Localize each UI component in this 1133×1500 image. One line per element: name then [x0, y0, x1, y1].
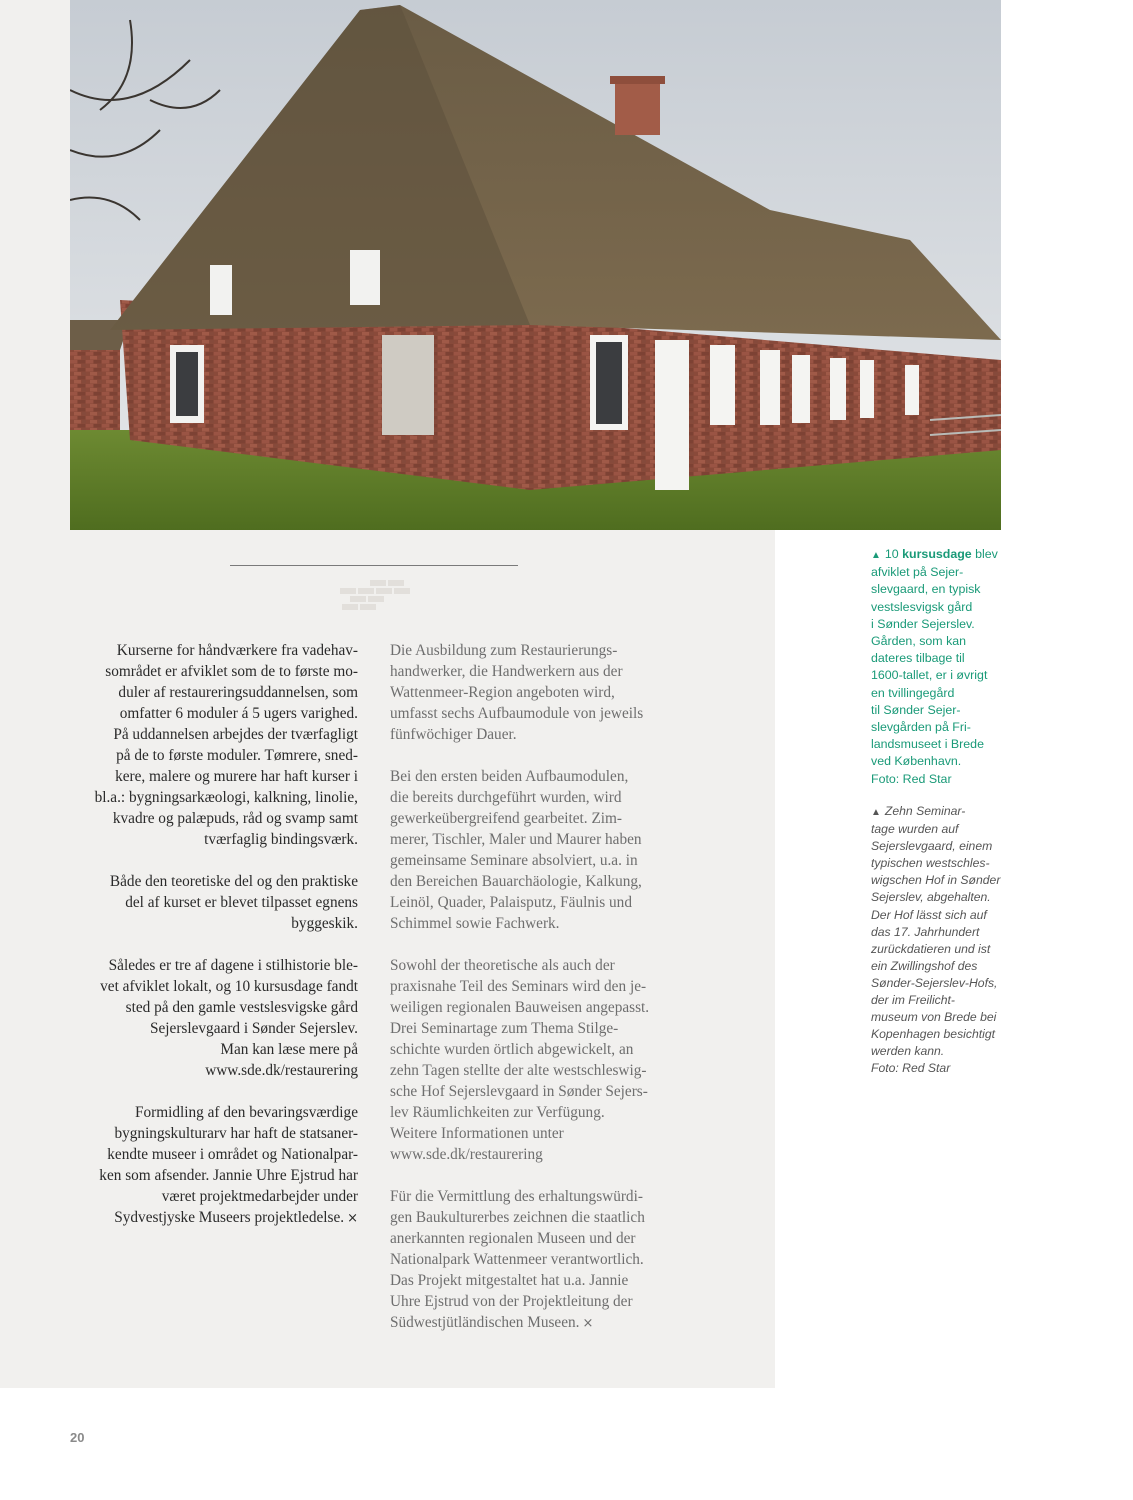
danish-paragraph-4	[66, 1102, 358, 1229]
caption-da-lead: 10	[884, 547, 903, 561]
brick-ornament-icon	[340, 580, 412, 616]
german-photo-caption	[871, 803, 1011, 1078]
german-paragraph-4-text: Für die Vermittlung des erhaltungswürdi- gen Baukulturerbes zeichnen die staatlich anerkannten regionalen Museen und der Nationalpark Wattenmeer verantwortlich. Das Projekt mitgestaltet hat u.a. Jannie Uhre Ejstrud von der Projektleitung der Südwestjütländischen Museen.	[390, 1188, 645, 1331]
farmhouse-photo	[70, 0, 1001, 530]
danish-paragraph-4-text: Formidling af den bevaringsværdige bygningskulturarv har haft de statsaner- kendte museer i området og Nationalpar- ken som afsender. Jannie Uhre Ejstrud har været projektmedarbejder under Sydvestjyske Museers projektledelse.	[99, 1104, 358, 1226]
danish-paragraph-2: Både den teoretiske del og den praktiske del af kurset er blevet tilpasset egnens byggeskik.	[109, 873, 358, 932]
end-mark-icon: ×	[347, 1211, 358, 1226]
triangle-up-icon: ▲	[871, 550, 881, 561]
danish-text-column	[66, 640, 358, 1250]
danish-paragraph-3: Således er tre af dagene i stilhistorie ble- vet afviklet lokalt, og 10 kursusdage fandt sted på den gamle vestslesvigske gård Sejerslevgaard i Sønder Sejerslev. Man kan læse mere på www.sde.dk/restaurering	[100, 957, 358, 1079]
danish-photo-caption	[871, 546, 1011, 788]
german-paragraph-3: Sowohl der theoretische als auch der praxisnahe Teil des Seminars wird den je- weiligen regionalen Bauweisen angepasst. Drei Seminartage zum Thema Stilge- schichte wurden örtlich abgewickelt, an zehn Tagen stellte der alte westschleswig- sche Hof Sejerslevgaard in Sønder Sejers- lev Räumlichkeiten zur Verfügung. Weitere Informationen unter www.sde.dk/restaurering	[390, 957, 650, 1163]
caption-da-bold: kursusdage	[902, 547, 972, 561]
section-divider-line	[230, 565, 518, 566]
german-text-column	[390, 640, 680, 1355]
danish-paragraph-1: Kurserne for håndværkere fra vadehav- sområdet er afviklet som de to første mo- duler af restaureringsuddannelsen, som omfatter 6 moduler á 5 ugers varighed. På uddannelsen arbejdes der tværfagligt på de to første moduler. Tømrere, sned- kere, malere og murere har haft kurser i bl.a.: bygningsarkæologi, kalkning, linolie, kvadre og palæpuds, råd og svamp samt tværfaglig bindingsværk.	[94, 642, 358, 848]
caption-de-text: Zehn Seminar- tage wurden auf Sejerslevgaard, einem typischen westschles- wigschen Hof in Sønder Sejerslev, abgehalten. Der Hof lässt sich auf das 17. Jahrhundert zurückdatieren und ist ein Zwillingshof des Sønder-Sejerslev-Hofs, der im Freilicht- museum von Brede bei Kopenhagen besichtigt werden kann. Foto: Red Star	[871, 804, 1001, 1076]
caption-da-rest: blev afviklet på Sejer- slevgaard, en typisk vestslesvigsk gård i Sønder Sejerslev. Gården, som kan dateres tilbage til 1600-tallet, er i øvrigt en tvillingegård til Sønder Sejer- slevgården på Fri- landsmuseet i Brede ved København. Foto: Red Star	[871, 547, 998, 786]
german-paragraph-2: Bei den ersten beiden Aufbaumodulen, die bereits durchgeführt wurden, wird gewerkeübergreifend gearbeitet. Zim- merer, Tischler, Maler und Maurer haben gemeinsame Seminare absolviert, u.a. in den Bereichen Bauarchäologie, Kalkung, Leinöl, Quader, Palaisputz, Fäulnis und Schimmel sowie Fachwerk.	[390, 768, 642, 932]
german-paragraph-1: Die Ausbildung zum Restaurierungs- handwerker, die Handwerkern aus der Wattenmeer-Region angeboten wird, umfasst sechs Aufbaumodule von jeweils fünfwöchiger Dauer.	[390, 642, 644, 743]
triangle-up-icon: ▲	[871, 807, 881, 818]
page-number: 20	[70, 1430, 85, 1445]
german-paragraph-4	[390, 1186, 680, 1334]
end-mark-icon: ×	[582, 1316, 594, 1331]
